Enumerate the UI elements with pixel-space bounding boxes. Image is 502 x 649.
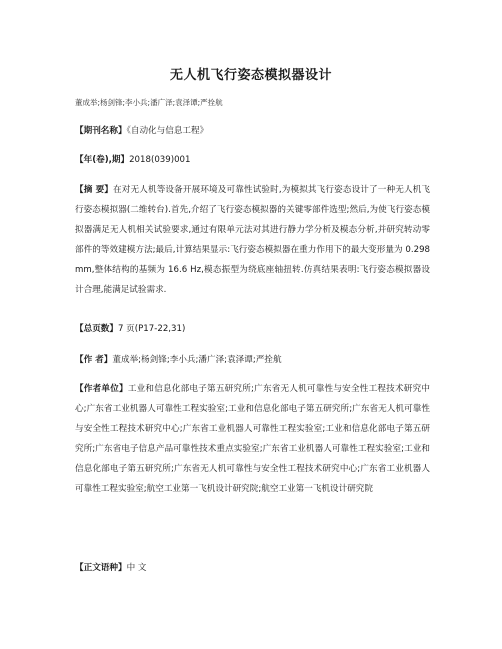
authors-value: 董成举;杨剑锋;李小兵;潘广泽;袁泽谭;严拴航 [112,355,282,365]
affiliation-field [75,379,430,499]
year-issue-value: 2018(039)001 [129,155,191,165]
journal-label: 【期刊名称】 [75,126,127,136]
pages-field [75,319,430,339]
language-label: 【正文语种】 [75,563,127,573]
pages-value: 7 页(P17-22,31) [117,324,186,334]
affiliation-value: 工业和信息化部电子第五研究所;广东省无人机可靠性与安全性工程技术研究中心;广东省工业机器人可靠性工程实验室;工业和信息化部电子第五研究所;广东省无人机可靠性与安全性工程技术研究中心;广东省工业机器人可靠性工程实验室;工业和信息化部电子第五研究所;广东省电子信息产品可靠性技术重点实验室;广东省工业机器人可靠性工程实验室;工业和信息化部电子第五研究所;广东省无人机可靠性与安全性工程技术研究中心;广东省工业机器人可靠性工程实验室;航空工业第一飞机设计研究院;航空工业第一飞机设计研究院 [75,384,430,494]
year-issue-label: 【年(卷),期】 [75,155,130,165]
abstract-label: 【摘 要】 [75,185,114,195]
author-line: 董成举;杨剑锋;李小兵;潘广泽;袁泽谭;严拴航 [75,98,223,107]
journal-field [75,121,430,141]
authors-field [75,350,430,370]
abstract-value: 在对无人机等设备开展环境及可靠性试验时,为模拟其飞行姿态设计了一种无人机飞行姿态模拟器(二维转台).首先,介绍了飞行姿态模拟器的关键零部件选型;然后,为使飞行姿态模拟器满足无人机相关试验要求,通过有限单元法对其进行静力学分析及模态分析,并研究转动零部件的等效建模方法;最后,计算结果显示:飞行姿态模拟器在重力作用下的最大变形量为 0.298 mm,整体结构的基频为 16.6 Hz,模态振型为绕底座轴扭转.仿真结果表明:飞行姿态模拟器设计合理,能满足试验需求. [75,185,430,295]
document-title: 无人机飞行姿态模拟器设计 [169,68,332,83]
year-issue-field [75,150,430,170]
abstract-field [75,180,430,300]
language-value: 中 文 [126,563,147,573]
affiliation-label: 【作者单位】 [75,384,128,394]
journal-value: 《自动化与信息工程》 [126,126,209,136]
language-field [75,558,430,578]
pages-label: 【总页数】 [75,324,118,334]
authors-label: 【作 者】 [75,355,113,365]
